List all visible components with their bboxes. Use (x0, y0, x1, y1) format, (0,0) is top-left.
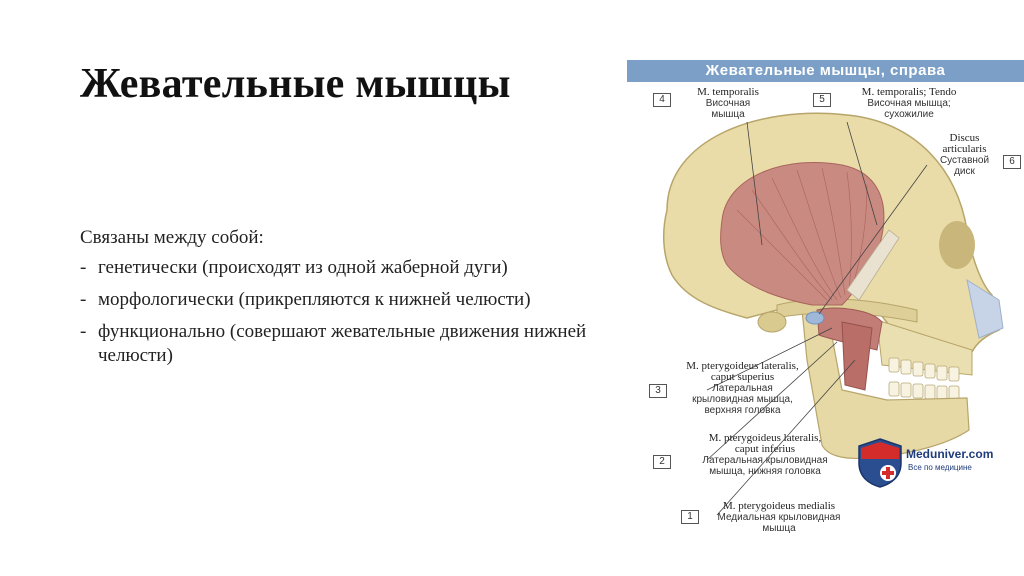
latin-name: M. temporalis (697, 86, 759, 98)
label-number: 6 (1003, 155, 1021, 169)
lower-teeth (889, 382, 959, 400)
bullet-item (80, 320, 600, 368)
bullet-text: генетически (происходят из одной жаберной дуги) (98, 257, 508, 278)
label-lateral-pterygoid-superior (655, 361, 830, 416)
bullet-item (80, 256, 600, 280)
label-temporalis (683, 87, 773, 120)
latin-name: M. pterygoideus lateralis, (708, 432, 822, 444)
russian-name: Медиальная крыловидная (717, 512, 841, 523)
medial-pterygoid-muscle (842, 322, 872, 390)
mastoid (758, 312, 786, 332)
bullet-marker: - (80, 289, 87, 310)
shield-logo-icon (857, 437, 903, 489)
label-lateral-pterygoid-inferior (675, 433, 855, 477)
bullet-marker: - (80, 257, 87, 278)
label-number: 2 (653, 455, 671, 469)
latin-name: caput superius (710, 371, 775, 383)
label-number: 4 (653, 93, 671, 107)
russian-name: крыловидная мышца, (692, 394, 793, 405)
russian-name: Височная мышца; (867, 98, 951, 109)
label-number: 5 (813, 93, 831, 107)
latin-name: M. pterygoideus medialis (722, 500, 836, 512)
anatomy-figure (627, 60, 1024, 550)
intro-text: Связаны между собой: (80, 227, 264, 248)
russian-name: мышца (711, 109, 745, 120)
russian-name: Латеральная крыловидная (702, 455, 828, 466)
label-medial-pterygoid (699, 501, 859, 534)
russian-name: сухожилие (884, 109, 934, 120)
articular-disc (806, 312, 824, 324)
russian-name: мышца, нижняя головка (709, 466, 821, 477)
latin-name: M. temporalis; Tendo (861, 86, 957, 98)
russian-name: Суставной (939, 155, 990, 166)
russian-name: верхняя головка (704, 405, 781, 416)
bullet-item (80, 288, 600, 312)
russian-name: Височная (705, 98, 751, 109)
orbit (939, 221, 975, 269)
logo-tagline: Все по медицине (908, 463, 972, 472)
latin-name: M. pterygoideus lateralis, (686, 360, 799, 372)
slide-title: Жевательные мышцы (80, 61, 511, 107)
russian-name: диск (954, 166, 975, 177)
label-temporalis-tendon (839, 87, 979, 120)
logo-name: Meduniver.com (906, 447, 994, 461)
label-articular-disc (927, 133, 1002, 177)
latin-name: caput inferius (734, 443, 796, 455)
slide-body (80, 226, 600, 376)
latin-name: articularis (942, 143, 987, 155)
bullet-text: функционально (совершают жевательные движения нижней челюсти) (98, 321, 587, 366)
russian-name: Латеральная (712, 383, 773, 394)
russian-name: мышца (762, 523, 796, 534)
bullet-text: морфологически (прикрепляются к нижней челюсти) (98, 289, 531, 310)
label-number: 1 (681, 510, 699, 524)
bullet-marker: - (80, 321, 87, 342)
latin-name: Discus (949, 132, 980, 144)
figure-header: Жевательные мышцы, справа (627, 60, 1024, 82)
label-number: 3 (649, 384, 667, 398)
